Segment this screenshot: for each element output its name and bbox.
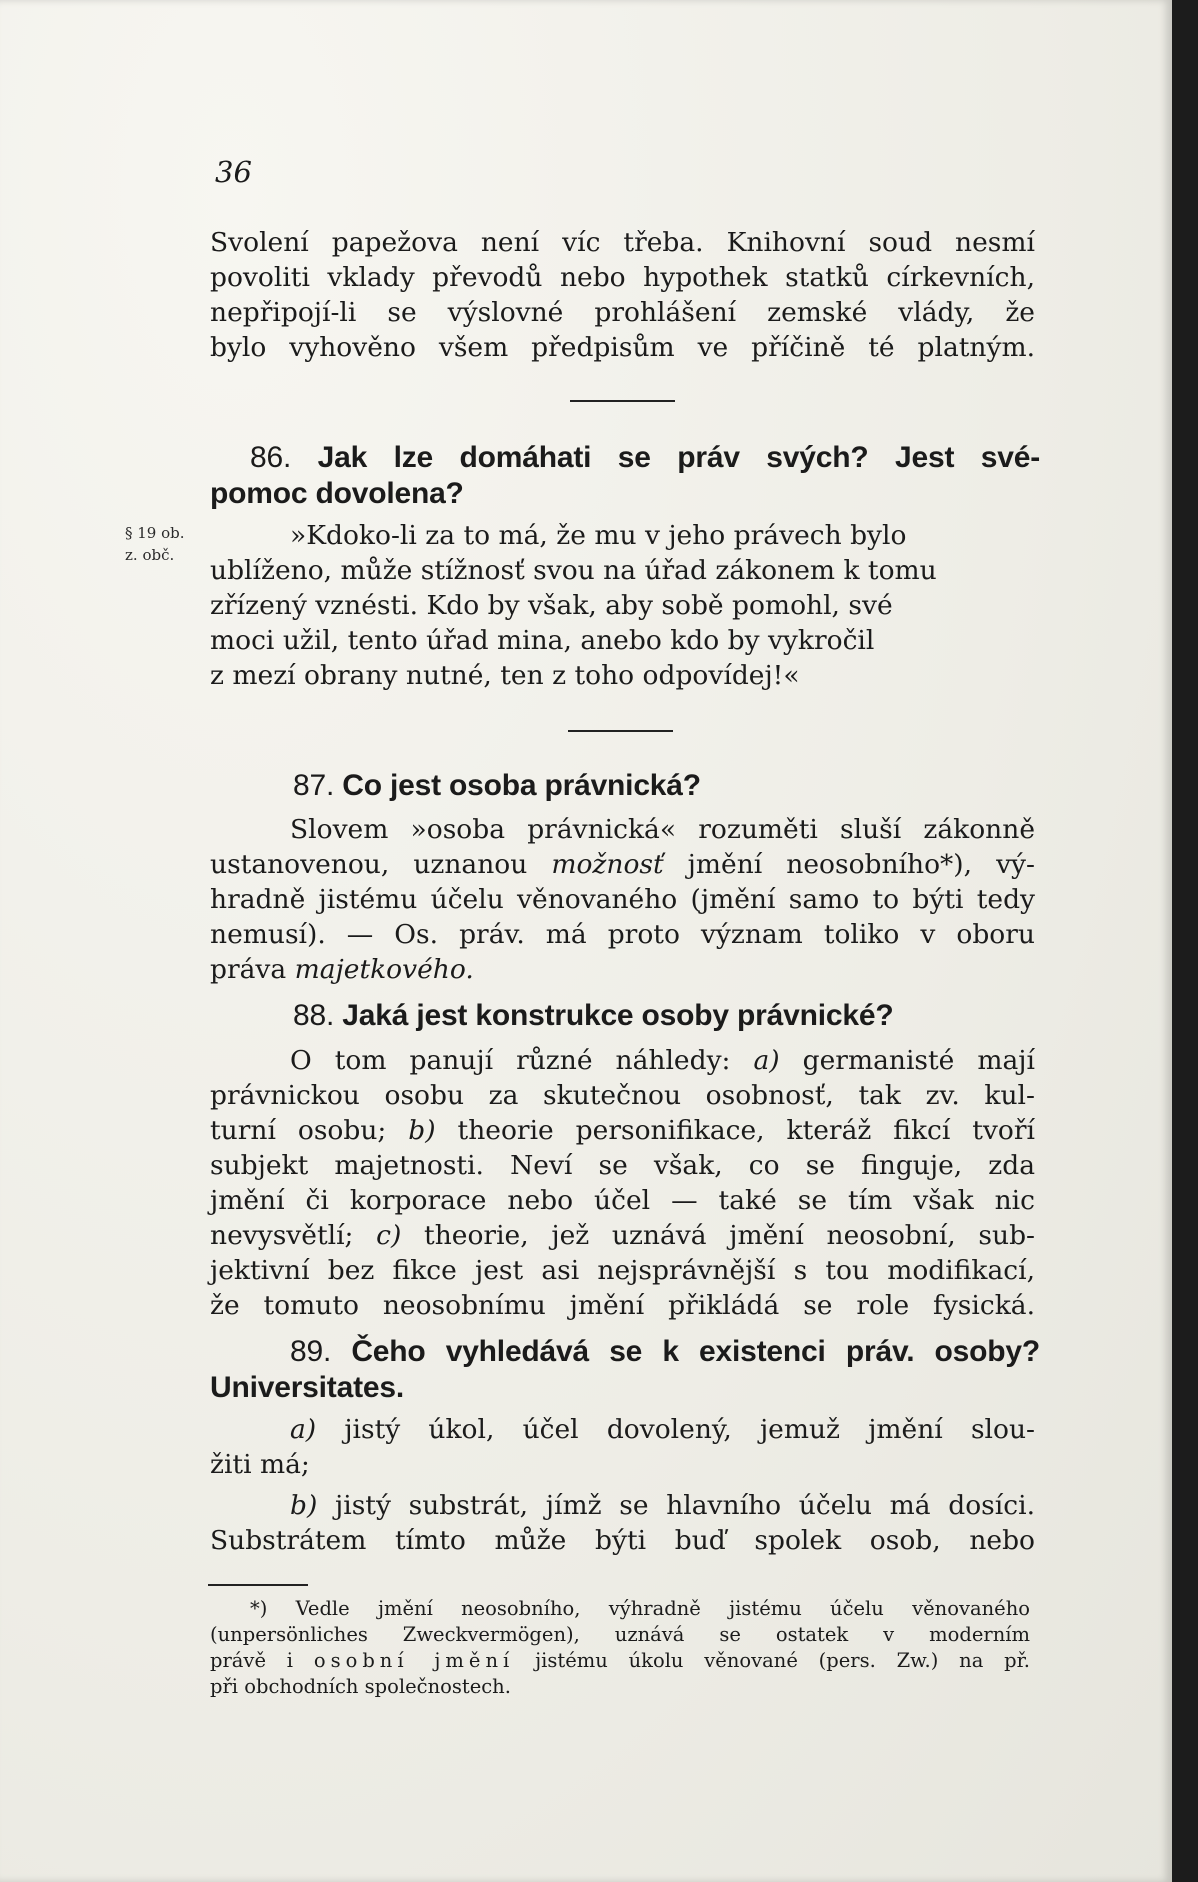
text-line: Svolení papežova není víc třeba. Knihovní soud nesmí [210,227,1035,258]
page-number: 36 [215,155,252,189]
text-line: ustanovenou, uznanou možnosť jmění neosobního*), vý- [210,849,1035,880]
question-number: 87. [293,769,335,802]
text-line: jmění či korporace nebo účel — také se tím však nic [210,1185,1035,1216]
text-line: z mezí obrany nutné, ten z toho odpovídej!« [210,660,800,691]
question-title: Universitates. [210,1371,404,1404]
footnote [210,1596,1030,1700]
footnote-rule [208,1584,308,1586]
question-87-heading [293,768,1123,804]
question-89-heading [210,1334,1040,1370]
question-86-body [210,518,1035,693]
text-line: že tomuto neosobnímu jmění přikládá se role fysická. [210,1290,1035,1321]
text-line: zřízený vznésti. Kdo by však, aby sobě pomohl, své [210,590,893,621]
question-title: Jak lze domáhati se práv svých? Jest své- [317,441,1041,474]
question-88-heading [293,998,1123,1034]
text-line: nepřipojí-li se výslovné prohlášení zemské vlády, že [210,297,1035,328]
footnote-line: (unpersönliches Zweckvermögen), uznává se ostatek v moderním [210,1623,1030,1646]
text-line: nevysvětlí; c) theorie, jež uznává jmění neosobní, sub- [210,1220,1035,1251]
intro-paragraph [210,225,1035,365]
text-line: práva majetkového. [210,954,474,985]
section-divider [570,400,675,402]
section-divider [568,730,673,732]
question-title: Čeho vyhledává se k existenci práv. osoby? [351,1335,1040,1368]
text-line: a) jistý úkol, účel dovolený, jemuž jmění slou- [290,1414,1035,1445]
text-line: nemusí). — Os. práv. má proto význam toliko v oboru [210,919,1035,950]
footnote-line: *) Vedle jmění neosobního, výhradně jistému účelu věnovaného [250,1597,1030,1620]
text-line: jektivní bez fikce jest asi nejsprávnější s tou modifikací, [210,1255,1035,1286]
footnote-line: při obchodních společnostech. [210,1675,511,1698]
text-line: turní osobu; b) theorie personifikace, kteráž fikcí tvoří [210,1115,1035,1146]
text-line: moci užil, tento úřad mina, anebo kdo by vykročil [210,625,875,656]
margin-note-line: z. obč. [125,546,175,564]
text-line: Slovem »osoba právnická« rozuměti sluší zákonně [290,814,1035,845]
text-line: žiti má; [210,1449,310,1480]
text-line: Substrátem tímto může býti buď spolek osob, nebo [210,1525,1035,1556]
question-88-body [210,1043,1035,1323]
text-line: povoliti vklady převodů nebo hypothek statků církevních, [210,262,1035,293]
text-line: subjekt majetnosti. Neví se však, co se finguje, zda [210,1150,1035,1181]
question-86-heading-cont [210,476,1040,512]
text-line: hradně jistému účelu věnovaného (jmění samo to býti tedy [210,884,1035,915]
margin-note [125,522,185,566]
question-89-body [210,1412,1035,1558]
text-line: O tom panují různé náhledy: a) germanisté mají [290,1045,1035,1076]
question-title: Jaká jest konstrukce osoby právnické? [342,999,894,1032]
scan-edge [1172,0,1198,1882]
question-number: 89. [290,1335,332,1368]
question-number: 88. [293,999,335,1032]
text-line: »Kdoko-li za to má, že mu v jeho právech bylo [290,520,907,551]
question-title: pomoc dovolena? [210,477,464,510]
footnote-line: právě i osobní jmění jistému úkolu věnované (pers. Zw.) na př. [210,1649,1031,1672]
question-89-heading-cont [210,1370,1040,1406]
text-line: b) jistý substrát, jímž se hlavního účelu má dosíci. [290,1490,1035,1521]
question-title: Co jest osoba právnická? [342,769,701,802]
text-line: právnickou osobu za skutečnou osobnosť, tak zv. kul- [210,1080,1035,1111]
margin-note-line: § 19 ob. [125,524,185,542]
text-line: ublíženo, může stížnosť svou na úřad zákonem k tomu [210,555,937,586]
question-87-body [210,812,1035,987]
question-number: 86. [250,441,292,474]
question-86-heading [210,440,1040,476]
text-line: bylo vyhověno všem předpisům ve příčině té platným. [210,332,1035,363]
